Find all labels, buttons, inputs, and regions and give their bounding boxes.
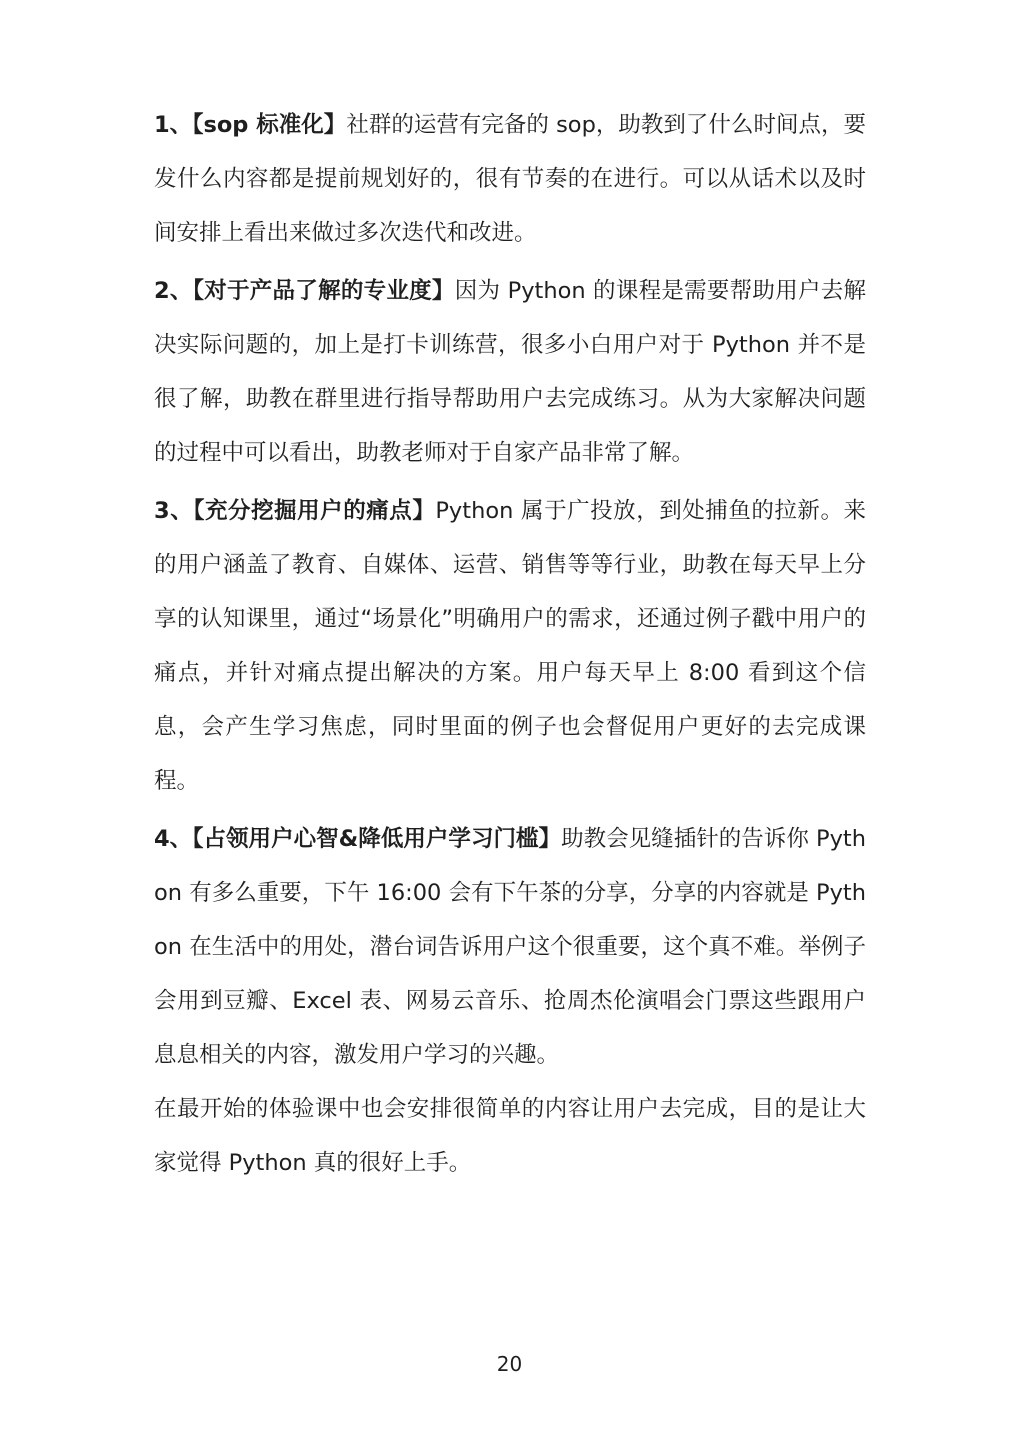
section-1-heading: 【sop 标准化】 [192, 112, 347, 138]
section-3-number: 3、 [154, 498, 194, 524]
section-1-body: 社群的运营有完备的 sop，助教到了什么时间点，要发什么内容都是提前规划好的，很有节奏的在进行。可以从话术以及时间安排上看出来做过多次迭代和改进。 [154, 112, 866, 246]
section-3-body: Python 属于广投放，到处捕鱼的拉新。来的用户涵盖了教育、自媒体、运营、销售等等行业，助教在每天早上分享的认知课里，通过“场景化”明确用户的需求，还通过例子戳中用户的痛点，并针对痛点提出解决的方案。用户每天早上 8:00 看到这个信息，会产生学习焦虑，同时里面的例子也会督促用户更好的去完成课程。 [154, 498, 866, 794]
section-2-paragraph [154, 264, 866, 480]
section-4-number: 4、 [154, 826, 193, 852]
closing-paragraph: 在最开始的体验课中也会安排很简单的内容让用户去完成，目的是让大家觉得 Python 真的很好上手。 [154, 1096, 866, 1176]
section-1-number: 1、 [154, 112, 193, 138]
section-3-heading: 【充分挖掘用户的痛点】 [193, 498, 436, 524]
section-2-body: 因为 Python 的课程是需要帮助用户去解决实际问题的，加上是打卡训练营，很多小白用户对于 Python 并不是很了解，助教在群里进行指导帮助用户去完成练习。从为大家解决问题的过程中可以看出，助教老师对于自家产品非常了解。 [154, 278, 867, 466]
section-4-body: 助教会见缝插针的告诉你 Python 有多么重要，下午 16:00 会有下午茶的分享，分享的内容就是 Python 在生活中的用处，潜台词告诉用户这个很重要，这个真不难。举例子会用到豆瓣、Excel 表、网易云音乐、抢周杰伦演唱会门票这些跟用户息息相关的内容，激发用户学习的兴趣。 [154, 826, 867, 1068]
section-1-paragraph [154, 98, 866, 260]
section-2-number: 2、 [154, 278, 193, 304]
section-4-heading: 【占领用户心智&降低用户学习门槛】 [192, 826, 562, 852]
page-content [154, 98, 866, 1190]
page-number: 20 [496, 1352, 523, 1376]
section-2-heading: 【对于产品了解的专业度】 [192, 278, 455, 304]
section-4-paragraph [154, 812, 866, 1082]
section-3-paragraph [154, 484, 866, 808]
